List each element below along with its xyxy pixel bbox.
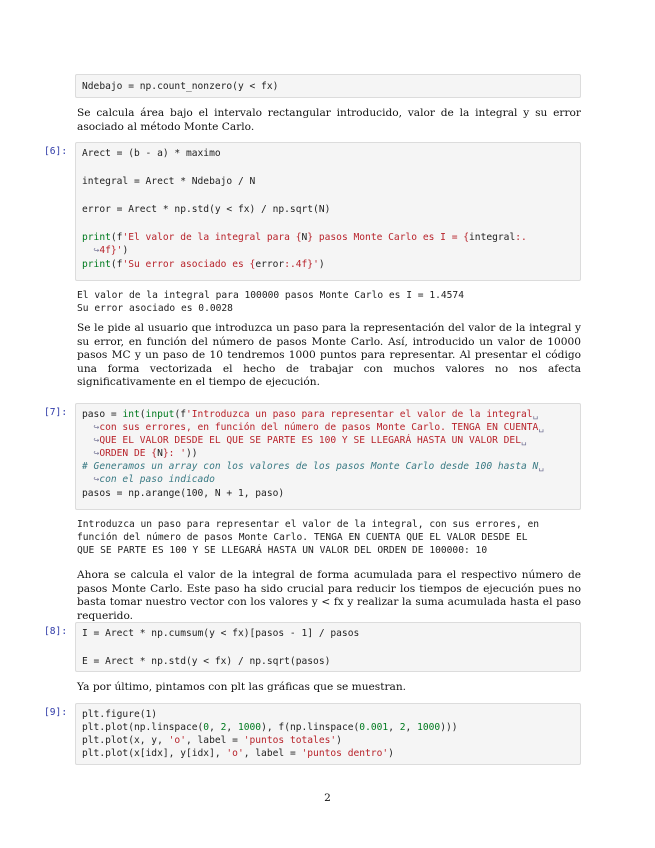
code-line: I = Arect * np.cumsum(y < fx)[pasos - 1] / pasos <box>82 628 360 639</box>
cell-prompt-6: [6]: <box>44 146 68 157</box>
code-cell-0 <box>75 74 581 98</box>
output-line: El valor de la integral para 100000 pasos Monte Carlo es I = 1.4574 <box>77 290 464 301</box>
code-line: error = Arect * np.std(y < fx) / np.sqrt(N) <box>82 204 331 215</box>
code-cell-7 <box>75 403 581 510</box>
code-line: plt.plot(np.linspace(0, 2, 1000), f(np.linspace(0.001, 2, 1000))) <box>82 722 458 733</box>
code-line: ↪QUE EL VALOR DESDE EL QUE SE PARTE ES 100 Y SE LLEGARÁ HASTA UN VALOR DEL␣ <box>82 435 527 446</box>
code-line: ↪4f}') <box>82 245 129 256</box>
code-cell-8 <box>75 622 581 672</box>
cell-prompt-7: [7]: <box>44 407 68 418</box>
code-line: plt.plot(x[idx], y[idx], 'o', label = 'puntos dentro') <box>82 748 394 759</box>
code-line: Arect = (b - a) * maximo <box>82 148 221 159</box>
code-line: paso = int(input(f'Introduzca un paso para representar el valor de la integral␣ <box>82 409 539 420</box>
code-line: plt.figure(1) <box>82 709 158 720</box>
output-line: función del número de pasos Monte Carlo. TENGA EN CUENTA QUE EL VALOR DESDE EL <box>77 532 528 543</box>
code-line: E = Arect * np.std(y < fx) / np.sqrt(pasos) <box>82 656 331 667</box>
code-line: Ndebajo = np.count_nonzero(y < fx) <box>82 81 279 92</box>
output-line: Su error asociado es 0.0028 <box>77 303 233 314</box>
page-number: 2 <box>324 792 331 804</box>
code-line: ↪con el paso indicado <box>82 474 215 485</box>
code-line: print(f'El valor de la integral para {N} pasos Monte Carlo es I = {integral:. <box>82 232 527 243</box>
paragraph-4: Ya por último, pintamos con plt las gráficas que se muestran. <box>77 681 407 693</box>
paragraph-3: Ahora se calcula el valor de la integral de forma acumulada para el respectivo número de pasos Monte Carlo. Este paso ha sido crucial para reducir los tiempos de ejecución pues no basta tomar nuestro vector con los valores y < fx y realizar la suma acumulada hasta el paso requerido. <box>77 569 581 622</box>
paragraph-1: Se calcula área bajo el intervalo rectangular introducido, valor de la integral y su error asociado al método Monte Carlo. <box>77 107 581 133</box>
code-line: ↪ORDEN DE {N}: ')) <box>82 448 198 459</box>
code-cell-9 <box>75 703 581 765</box>
output-line: QUE SE PARTE ES 100 Y SE LLEGARÁ HASTA UN VALOR DEL ORDEN DE 100000: 10 <box>77 545 488 556</box>
code-line: pasos = np.arange(100, N + 1, paso) <box>82 488 285 499</box>
code-line: ↪con sus errores, en función del número de pasos Monte Carlo. TENGA EN CUENTA␣ <box>82 422 545 433</box>
output-line: Introduzca un paso para representar el valor de la integral, con sus errores, en <box>77 519 540 530</box>
cell-prompt-9: [9]: <box>44 707 68 718</box>
code-line: print(f'Su error asociado es {error:.4f}') <box>82 259 325 270</box>
code-line: integral = Arect * Ndebajo / N <box>82 176 256 187</box>
code-line: # Generamos un array con los valores de los pasos Monte Carlo desde 100 hasta N␣ <box>82 461 545 472</box>
cell-prompt-8: [8]: <box>44 626 68 637</box>
code-line: plt.plot(x, y, 'o', label = 'puntos totales') <box>82 735 342 746</box>
paragraph-2: Se le pide al usuario que introduzca un paso para la representación del valor de la integral y su error, en función del número de pasos Monte Carlo. Así, introducido un valor de 10000 pasos MC y un paso de 10 tendremos 1000 puntos para representar. Al presentar el código una forma vectorizada el hecho de trabajar con muchos valores no nos afecta significativamente en el tiempo de ejecución. <box>77 322 581 389</box>
code-cell-6 <box>75 142 581 281</box>
